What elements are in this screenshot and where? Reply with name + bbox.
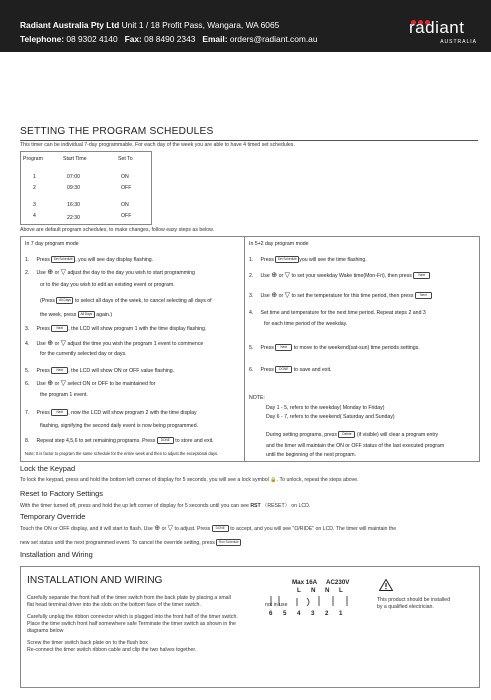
table-cell: 4 [33,213,36,219]
table-cell: OFF [121,213,132,219]
terminal-number: 6 [269,610,273,617]
done-button[interactable]: DONE [212,525,229,532]
next-button[interactable]: Next [415,292,432,299]
step-2: 2. Use ⊕ or ▽ adjust the day to the day you wish to start programming [25,269,195,276]
company-address: Unit 1 / 18 Profit Pass, Wangara, WA 6065 [119,20,280,30]
terminal-number: 1 [339,610,343,617]
step-5: 5. Press Next , the LCD will show ON or OFF value flashing. [25,367,175,375]
step-6-cont: the program 1 event. [40,392,88,398]
radiant-logo [409,10,479,44]
install-p3: Carefully unplug the ribbon connector which is plugged into the front half of the timer switch. [27,614,238,620]
rstep-2: 2. Use ⊕ or ▽ to set your weekday Wake time(Mon-Fri), then press Next [249,272,430,279]
rstep-1: 1. Press Set Schedule you will see the time flashing. [249,256,367,264]
step-4: 4. Use ⊕ or ▽ adjust the time you wish the program 1 event to commence [25,340,204,347]
step-8: 8. Repeat step 4,5,6 to set remaining programs. Press DONE to store and exit. [25,437,214,445]
down-arrow-icon[interactable]: ▽ [284,292,291,300]
run-schedule-button[interactable]: Run Schedule [216,539,241,546]
up-arrow-icon[interactable]: ⊕ [47,380,54,387]
right-note-5: until the beginning of the next program. [266,452,356,458]
install-p2: flat head terminal driver into the slots on the bottom face of the timer switch. [27,602,201,608]
down-arrow-icon[interactable]: ▽ [167,525,174,533]
logo-sub: AUSTRALIA [440,39,477,45]
lock-text: To lock the keypad, press and hold the bottom left corner of display for 5 seconds, you will see a lock symbol 🔒. To unlock, repeat the steps above. [20,477,359,483]
next-button[interactable]: Next [51,367,68,374]
all-days-button[interactable]: All Days [56,297,73,304]
install-p7: Re-connect the timer switch ribbon cable and clip the two halves together. [27,647,197,653]
table-header-set: Set To [118,156,133,162]
default-schedule-table [20,151,152,225]
next-button[interactable]: Next [275,344,292,351]
reset-text: With the timer turned off, press and hold the up left corner of display for 5 seconds until you can see RST （RESET） on LCD. [20,503,311,509]
install-p5: diagrams below [27,628,64,634]
terminal-letter: N [325,587,330,594]
warning-icon [379,579,393,591]
header-line-1 [20,20,279,30]
done-button[interactable]: DONE [157,437,174,444]
right-box-title: In 5+2 day program mode [249,241,309,247]
install-heading: Installation and Wiring [20,550,93,559]
voltage: AC230V [326,579,350,586]
up-arrow-icon[interactable]: ⊕ [47,269,54,276]
email-label: Email: [202,34,228,44]
set-schedule-button[interactable]: Set Schedule [51,256,75,263]
rst-display: RST [250,503,261,509]
delete-button[interactable]: Delete [338,431,355,438]
company-header [0,0,491,52]
installation-box [20,566,480,688]
all-days-button[interactable]: All Days [78,311,95,318]
next-button[interactable]: Next [51,409,68,416]
down-arrow-icon[interactable]: ▽ [60,340,67,347]
telephone-label: Telephone: [20,34,65,44]
step-1: 1. Press Set Schedule , you will see day display flashing. [25,256,154,264]
down-arrow-icon[interactable]: ▽ [284,272,291,280]
table-cell: 2 [33,185,36,191]
up-arrow-icon[interactable]: ⊕ [271,272,278,280]
step-2-alldays: (Press All Days to select all days of the week, to cancel selecting all days of [40,297,212,305]
warning-line-1: This product should be installed [377,597,450,603]
reset-title: Reset to Factory Settings [20,489,103,498]
step-4-cont: for the currently selected day or days. [40,351,127,357]
table-cell: ON [121,174,129,180]
company-name: Radiant Australia Pty Ltd [20,20,120,30]
terminal-number: 5 [283,610,287,617]
lock-icon: 🔒 [270,477,277,483]
program-below: Above are default program schedules, to make changes, follow easy steps as below. [20,227,215,233]
header-line-2 [20,34,317,44]
install-p4: Place the time switch front half somewhere safe Terminate the timer switch as shown in the [27,621,236,627]
table-cell: 09:30 [67,185,80,191]
next-button[interactable]: Next [413,272,430,279]
warning-line-2: by a qualified electrician. [377,604,434,610]
override-line-1: Touch the ON or OFF display, and it will start to flash. Use ⊕ or ▽ to adjust. Press DONE to accept, and you will see "O/RIDE" on LCD. The timer will maintain the [20,525,397,533]
telephone: 08 9302 4140 [64,34,118,44]
terminal-letter: L [297,587,301,594]
email[interactable]: orders@radiant.com.au [227,34,318,44]
install-p1: Carefully separate the front half of the timer switch from the back plate by placing a small [27,595,231,601]
step-7: 7. Press Next , now the LCD will show program 2 with the time display [25,409,197,417]
table-cell: 1 [33,174,36,180]
table-cell: 07:00 [67,174,80,180]
lock-title: Lock the Keypad [20,464,76,473]
down-arrow-icon[interactable]: ▽ [60,380,67,387]
table-cell: 3 [33,202,36,208]
install-p6: Screw the timer switch back plate on to the flush box [27,640,148,646]
left-box-title: In 7 day program mode [25,241,79,247]
table-cell: OFF [121,185,132,191]
up-arrow-icon[interactable]: ⊕ [154,525,161,533]
up-arrow-icon[interactable]: ⊕ [47,340,54,347]
step-2-cont: or to the day you wish to edit an existing event or program. [40,282,175,288]
program-title: SETTING THE PROGRAM SCHEDULES [20,126,214,137]
install-title: INSTALLATION AND WIRING [27,575,163,586]
steps-box [20,236,480,462]
rstep-3: 3. Use ⊕ or ▽ to set the temperature for this time period, then press Next [249,292,432,299]
rstep-4: 4. Set time and temperature for the next time period. Repeat steps 2 and 3 [249,310,426,316]
terminal-number: 3 [311,610,315,617]
fax: 08 8490 2343 [141,34,196,44]
table-cell: 22:30 [67,215,80,221]
title-rule [20,140,478,141]
terminal-letter: L [339,587,343,594]
right-note-2: Day 6 - 7, refers to the weekend( Saturday and Sunday) [266,414,395,420]
box-divider [244,237,245,461]
right-note-3: During setting programs, press Delete (if visible) will clear a program entry [266,431,439,439]
down-arrow-icon[interactable]: ▽ [60,269,67,276]
rstep-6: 6. Press DONE to save and exit. [249,366,332,374]
program-intro: This timer can be individual 7-day programmable. For each day of the week you are able to have 4 timed set schedules. [20,142,295,148]
right-note-4: and the timer will maintain the ON or OFF status of the last executed program [266,443,445,449]
rstep-4-cont: for each time period of the weekday. [264,321,348,327]
terminal-letter: N [311,587,316,594]
step-6: 6. Use ⊕ or ▽ select ON or OFF to be maintained for [25,380,156,387]
table-cell: ON [121,202,129,208]
table-cell: 16:30 [67,202,80,208]
table-header-program: Program [23,156,43,162]
terminal-number: 4 [297,610,301,617]
rstep-5: 5. Press Next to move to the weekend(sat-sun) time periods settings. [249,344,420,352]
logo-word: radiant [409,18,465,37]
step-7-cont: flashing, signifying the second daily event is now being programmed. [40,423,199,429]
next-button[interactable]: Next [51,325,68,332]
terminal-number: 2 [325,610,329,617]
override-line-2: new set status until the next programmed event. To cancel the override setting, press Run Schedule [20,539,241,546]
not-in-use: not in use [265,602,288,608]
left-box-note: Note: It is factor to program the same schedule for the entire week and then to adjust the exceptional days. [25,451,219,456]
max-current: Max 16A [292,579,318,586]
done-button[interactable]: DONE [275,366,292,373]
table-header-start: Start Time [63,156,87,162]
step-2-cancel: the week, press All Days again.) [40,311,113,319]
step-3: 3. Press Next , the LCD will show program 1 with the time display flashing. [25,325,207,333]
up-arrow-icon[interactable]: ⊕ [271,292,278,300]
override-title: Temporary Override [20,512,86,521]
fax-label: Fax: [124,34,142,44]
set-schedule-button[interactable]: Set Schedule [275,256,299,263]
right-note-1: Day 1 - 5, refers to the weekday( Monday to Friday) [266,405,385,411]
right-note-label: NOTE: [249,395,265,401]
